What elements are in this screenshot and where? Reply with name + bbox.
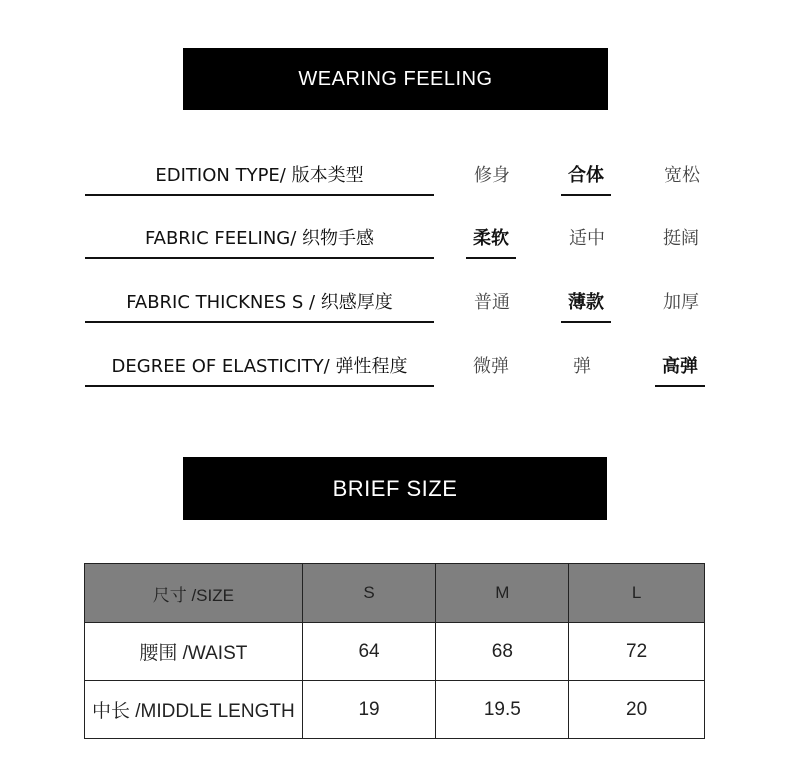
feeling-option-moderate: 适中 [569,228,605,249]
elasticity-option-slight: 微弹 [473,356,509,377]
edition-type-row [0,158,790,198]
table-row [85,681,705,739]
feeling-option-stiff: 挺阔 [663,228,699,249]
elasticity-option-elastic: 弹 [573,356,591,377]
size-header-label: 尺寸 /SIZE [85,564,303,623]
waist-s: 64 [302,623,436,681]
size-header-m: M [436,564,569,623]
fabric-feeling-row [0,221,790,261]
size-header-l: L [569,564,705,623]
edition-option-loose: 宽松 [664,165,700,186]
table-row [85,623,705,681]
elasticity-option-high: 高弹 [655,349,705,387]
wearing-feeling-title: WEARING FEELING [298,67,493,90]
edition-option-slim: 修身 [474,165,510,186]
waist-l: 72 [569,623,705,681]
thickness-option-thick: 加厚 [663,292,699,313]
fabric-thickness-label: FABRIC THICKNES S / 织感厚度 [85,285,434,323]
brief-size-title: BRIEF SIZE [332,475,458,501]
size-table-header [85,564,705,623]
fabric-thickness-row [0,285,790,325]
wearing-feeling-banner [183,48,608,110]
feeling-option-soft: 柔软 [466,221,516,259]
length-label: 中长 /MIDDLE LENGTH [85,681,303,739]
length-l: 20 [569,681,705,739]
length-m: 19.5 [436,681,569,739]
length-s: 19 [302,681,436,739]
elasticity-label: DEGREE OF ELASTICITY/ 弹性程度 [85,349,434,387]
size-table [84,563,705,739]
fabric-feeling-label: FABRIC FEELING/ 织物手感 [85,221,434,259]
edition-option-fit: 合体 [561,158,611,196]
waist-label: 腰围 /WAIST [85,623,303,681]
thickness-option-thin: 薄款 [561,285,611,323]
elasticity-row [0,349,790,389]
waist-m: 68 [436,623,569,681]
thickness-option-normal: 普通 [474,292,510,313]
edition-type-label: EDITION TYPE/ 版本类型 [85,158,434,196]
size-header-s: S [302,564,436,623]
brief-size-banner [183,457,607,520]
